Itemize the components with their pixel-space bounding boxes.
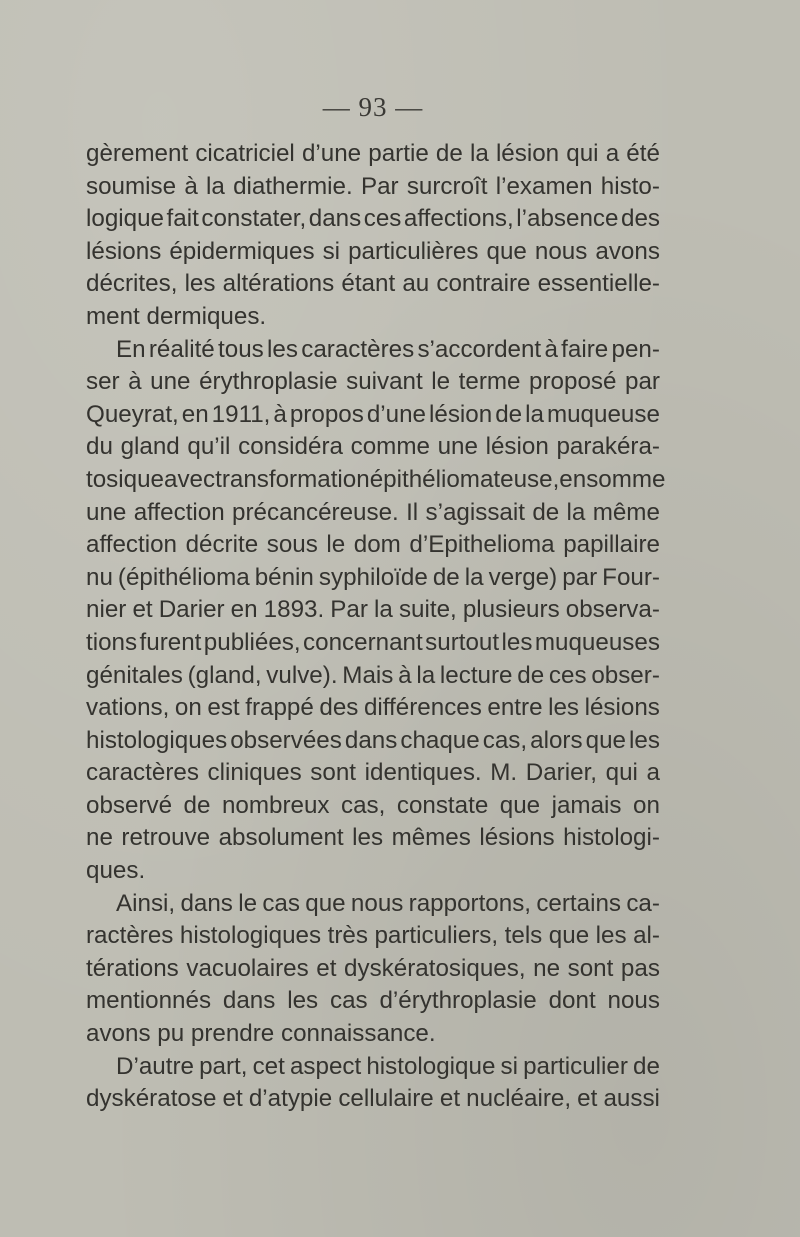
text-line: ne retrouve absolument les mêmes lésions histologi- bbox=[86, 824, 660, 852]
text-line: dyskératose et d’atypie cellulaire et nucléaire, et aussi bbox=[86, 1085, 660, 1113]
text-line: nier et Darier en 1893. Par la suite, plusieurs observa- bbox=[86, 596, 660, 624]
text-line: caractères cliniques sont identiques. M. Darier, qui a bbox=[86, 759, 660, 787]
text-line: décrites, les altérations étant au contraire essentielle- bbox=[86, 270, 660, 298]
text-line: gèrement cicatriciel d’une partie de la lésion qui a été bbox=[86, 140, 660, 167]
text-line: affection décrite sous le dom d’Epithelioma papillaire bbox=[86, 531, 660, 559]
text-line: Queyrat, en 1911, à propos d’une lésion de la muqueuse bbox=[86, 400, 660, 428]
text-line: nu (épithélioma bénin syphiloïde de la verge) par Four- bbox=[86, 563, 660, 591]
text-line: ment dermiques. bbox=[86, 302, 267, 330]
text-line: logique fait constater, dans ces affections, l’absence des bbox=[86, 205, 660, 233]
paragraph-start-line: D’autre part, cet aspect histologique si particulier de bbox=[116, 1052, 660, 1080]
text-line: ser à une érythroplasie suivant le terme proposé par bbox=[86, 368, 660, 396]
text-line: lésions épidermiques si particulières que nous avons bbox=[86, 237, 660, 265]
text-line: vations, on est frappé des différences entre les lésions bbox=[86, 694, 660, 722]
text-line: histologiques observées dans chaque cas, alors que les bbox=[86, 726, 660, 754]
text-line: avons pu prendre connaissance. bbox=[86, 1020, 436, 1048]
text-line: térations vacuolaires et dyskératosiques, ne sont pas bbox=[86, 954, 660, 982]
text-line: observé de nombreux cas, constate que jamais on bbox=[86, 791, 660, 819]
text-line: tosique avec transformation épithéliomateuse, en somme bbox=[86, 465, 666, 493]
paragraph-start-line: En réalité tous les caractères s’accordent à faire pen- bbox=[116, 335, 660, 363]
text-line: ractères histologiques très particuliers, tels que les al- bbox=[86, 922, 660, 950]
text-line: soumise à la diathermie. Par surcroît l’examen histo- bbox=[86, 172, 660, 200]
text-line: du gland qu’il considéra comme une lésion parakéra- bbox=[86, 433, 660, 461]
body-text bbox=[86, 138, 666, 1116]
text-line: une affection précancéreuse. Il s’agissait de la même bbox=[86, 498, 660, 526]
page-number: — 93 — bbox=[322, 92, 424, 122]
text-line: tions furent publiées, concernant surtout les muqueuses bbox=[86, 628, 660, 656]
text-line: mentionnés dans les cas d’érythroplasie dont nous bbox=[86, 987, 660, 1015]
text-line: ques. bbox=[86, 857, 146, 885]
text-line: génitales (gland, vulve). Mais à la lecture de ces obser- bbox=[86, 661, 660, 689]
paragraph-start-line: Ainsi, dans le cas que nous rapportons, certains ca- bbox=[116, 889, 660, 917]
